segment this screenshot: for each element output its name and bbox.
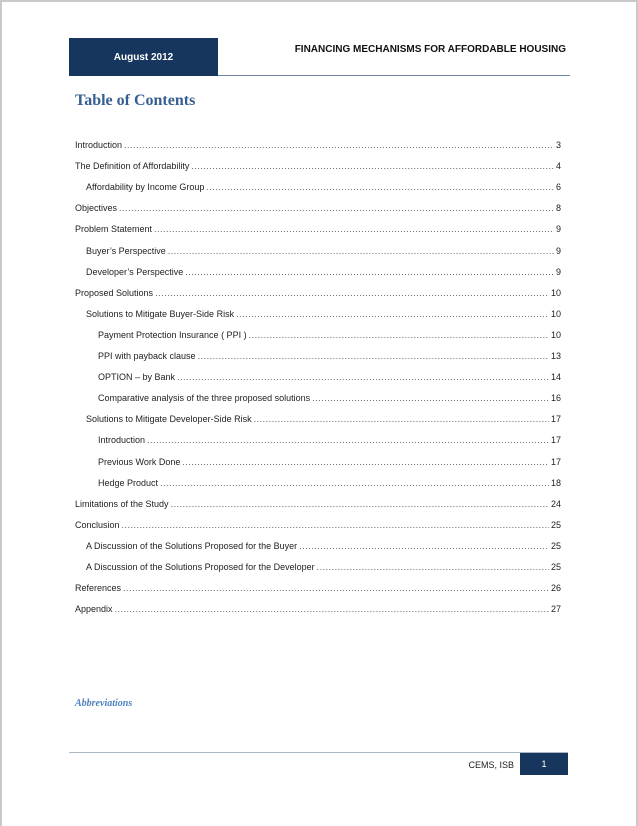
toc-entry[interactable] bbox=[98, 351, 561, 365]
toc-dot-leader bbox=[168, 246, 554, 256]
toc-entry[interactable] bbox=[98, 372, 561, 386]
toc-entry[interactable] bbox=[75, 604, 561, 618]
toc-entry-page: 13 bbox=[550, 351, 561, 361]
toc-entry-label: Appendix bbox=[75, 604, 113, 615]
page-border-top bbox=[0, 0, 638, 2]
toc-entry-page: 16 bbox=[550, 393, 561, 404]
toc-entry[interactable] bbox=[86, 267, 561, 281]
toc-entry-label: Affordability by Income Group bbox=[86, 182, 205, 193]
toc-dot-leader bbox=[312, 393, 549, 403]
toc-entry[interactable] bbox=[98, 330, 561, 344]
toc-entry-label: Objectives bbox=[75, 203, 118, 214]
footer-page-box bbox=[520, 753, 568, 775]
toc-dot-leader bbox=[115, 604, 549, 614]
toc-entry-label: Introduction bbox=[98, 435, 146, 446]
header-date: August 2012 bbox=[113, 51, 174, 63]
footer-organization: CEMS, ISB bbox=[468, 760, 514, 770]
toc-entry-label: References bbox=[75, 583, 122, 594]
toc-dot-leader bbox=[236, 309, 549, 319]
abbreviations-heading: Abbreviations bbox=[75, 698, 133, 709]
toc-dot-leader bbox=[155, 288, 549, 298]
toc-entry-page: 27 bbox=[550, 604, 561, 615]
toc-dot-leader bbox=[177, 372, 549, 382]
toc-entry-label: The Definition of Affordability bbox=[75, 161, 190, 172]
toc-entry-page: 25 bbox=[550, 562, 561, 572]
toc-entry-page: 6 bbox=[555, 182, 561, 193]
toc-entry[interactable] bbox=[86, 414, 561, 428]
toc-dot-leader bbox=[182, 457, 549, 467]
toc-dot-leader bbox=[206, 182, 554, 192]
toc-dot-leader bbox=[198, 351, 549, 361]
toc-entry[interactable] bbox=[75, 520, 561, 534]
toc-entry[interactable] bbox=[75, 140, 561, 154]
toc-dot-leader bbox=[185, 267, 554, 277]
toc-entry[interactable] bbox=[98, 393, 561, 407]
toc-entry[interactable] bbox=[75, 583, 561, 597]
toc-dot-leader bbox=[317, 562, 549, 572]
toc-entry[interactable] bbox=[75, 224, 561, 238]
toc-entry-label: Introduction bbox=[75, 140, 123, 150]
toc-dot-leader bbox=[254, 414, 549, 424]
toc-entry-page: 17 bbox=[550, 435, 561, 446]
toc-dot-leader bbox=[154, 224, 554, 234]
toc-entry-page: 14 bbox=[550, 372, 561, 383]
toc-entry[interactable] bbox=[75, 161, 561, 175]
toc-entry-page: 3 bbox=[555, 140, 561, 150]
toc-entry-label: A Discussion of the Solutions Proposed for the Buyer bbox=[86, 540, 298, 551]
toc-entry-page: 10 bbox=[550, 287, 561, 298]
toc-entry-label: Previous Work Done bbox=[98, 456, 181, 467]
toc-dot-leader bbox=[124, 140, 554, 150]
toc-entry-page: 10 bbox=[550, 308, 561, 319]
toc-entry[interactable] bbox=[86, 246, 561, 260]
toc-entry-label: Hedge Product bbox=[98, 477, 159, 488]
toc-entry-label: Payment Protection Insurance ( PPI ) bbox=[98, 329, 247, 340]
toc-entry-page: 4 bbox=[555, 161, 561, 172]
toc-entry-label: Developer’s Perspective bbox=[86, 266, 184, 277]
header-date-box bbox=[69, 38, 218, 76]
toc-entry-page: 24 bbox=[550, 498, 561, 509]
toc-entry-page: 10 bbox=[550, 329, 561, 340]
toc-entry-page: 26 bbox=[550, 583, 561, 594]
toc-entry-page: 9 bbox=[555, 224, 561, 235]
toc-entry-page: 18 bbox=[550, 477, 561, 488]
toc-entry-page: 25 bbox=[550, 519, 561, 530]
toc-entry-label: Conclusion bbox=[75, 519, 120, 530]
toc-entry[interactable] bbox=[86, 541, 561, 555]
toc-entry-label: Problem Statement bbox=[75, 224, 153, 235]
toc-entry-label: Solutions to Mitigate Buyer-Side Risk bbox=[86, 308, 235, 319]
toc-entry-page: 9 bbox=[555, 266, 561, 277]
toc-entry-label: Buyer’s Perspective bbox=[86, 245, 166, 256]
toc-entry-label: Solutions to Mitigate Developer-Side Risk bbox=[86, 414, 252, 425]
toc-dot-leader bbox=[160, 478, 549, 488]
toc-entry-page: 17 bbox=[550, 456, 561, 467]
toc-dot-leader bbox=[147, 435, 549, 445]
toc-heading: Table of Contents bbox=[75, 92, 196, 109]
footer-rule bbox=[69, 752, 568, 753]
toc-entry[interactable] bbox=[75, 499, 561, 513]
footer-page-number: 1 bbox=[541, 759, 547, 769]
toc-dot-leader bbox=[123, 583, 549, 593]
page-border-left bbox=[0, 0, 2, 826]
toc-entry-label: PPI with payback clause bbox=[98, 351, 196, 361]
toc-entry[interactable] bbox=[75, 203, 561, 217]
toc-dot-leader bbox=[171, 499, 549, 509]
header-rule bbox=[218, 75, 570, 76]
toc-entry[interactable] bbox=[86, 309, 561, 323]
toc-dot-leader bbox=[122, 520, 549, 530]
toc-entry[interactable] bbox=[75, 288, 561, 302]
toc-entry-label: Comparative analysis of the three proposed solutions bbox=[98, 393, 311, 404]
toc-entry-page: 9 bbox=[555, 245, 561, 256]
toc-entry-label: Proposed Solutions bbox=[75, 287, 154, 298]
toc-dot-leader bbox=[299, 541, 549, 551]
toc-entry-page: 25 bbox=[550, 540, 561, 551]
toc-entry[interactable] bbox=[98, 435, 561, 449]
toc-dot-leader bbox=[191, 161, 554, 171]
toc-entry[interactable] bbox=[98, 478, 561, 492]
toc-entry-label: OPTION – by Bank bbox=[98, 372, 176, 383]
toc-entry[interactable] bbox=[98, 457, 561, 471]
toc-entry-label: A Discussion of the Solutions Proposed for the Developer bbox=[86, 562, 315, 572]
toc-dot-leader bbox=[119, 203, 554, 213]
toc-entry-page: 8 bbox=[555, 203, 561, 214]
toc-entry[interactable] bbox=[86, 562, 561, 576]
toc-entry[interactable] bbox=[86, 182, 561, 196]
toc-dot-leader bbox=[249, 330, 549, 340]
header-title: FINANCING MECHANISMS FOR AFFORDABLE HOUSING bbox=[294, 44, 566, 55]
toc-entry-page: 17 bbox=[550, 414, 561, 425]
toc-entry-label: Limitations of the Study bbox=[75, 498, 169, 509]
